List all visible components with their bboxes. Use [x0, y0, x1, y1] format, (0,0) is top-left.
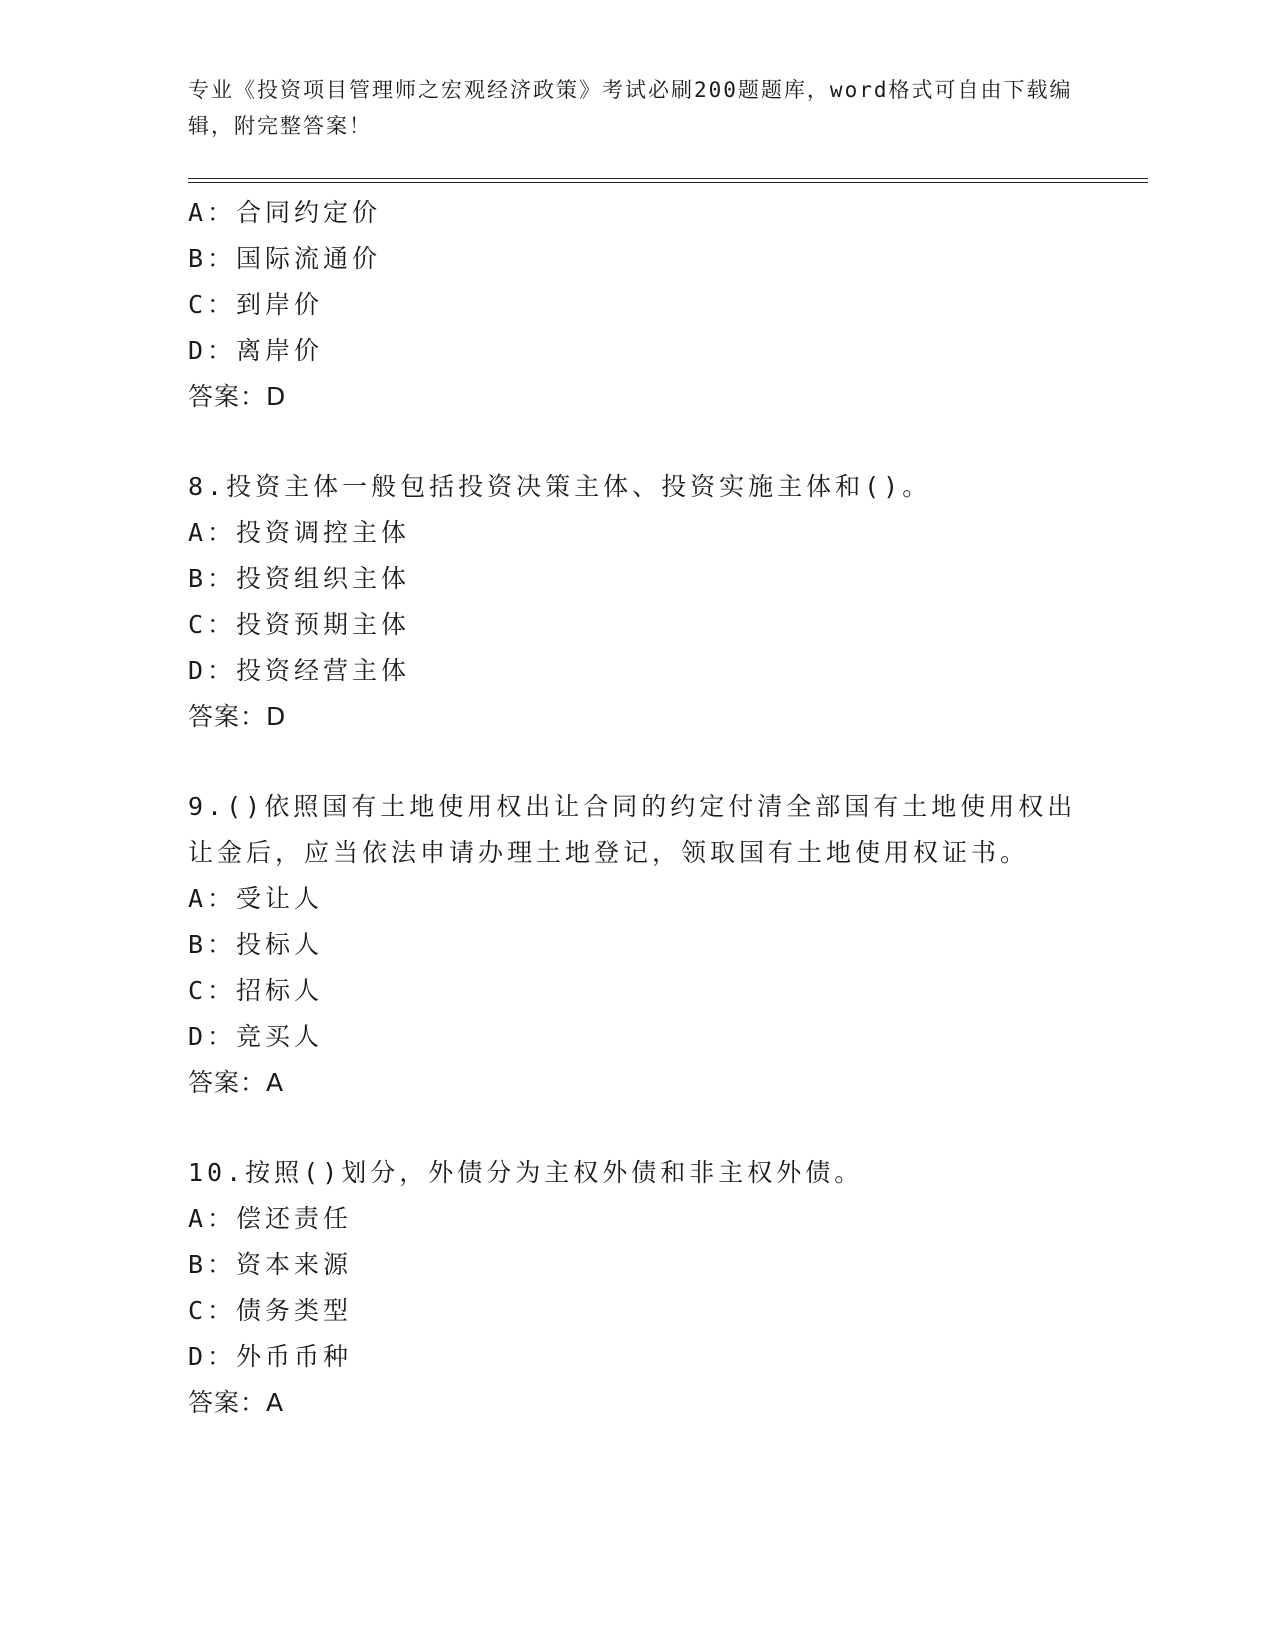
option-d: D：离岸价: [188, 336, 324, 365]
answer-text: 答案：A: [188, 1388, 285, 1417]
option-a: A：受让人: [188, 884, 324, 913]
option-d: D：外币币种: [188, 1342, 353, 1371]
question-text: 8.投资主体一般包括投资决策主体、投资实施主体和()。: [188, 472, 932, 501]
option-b: B：投标人: [188, 930, 324, 959]
document-title: 专业《投资项目管理师之宏观经济政策》考试必刷200题题库，word格式可自由下载编辑，附完整答案！: [188, 78, 1073, 138]
question-block: [188, 190, 1088, 420]
option-a: A：合同约定价: [188, 198, 382, 227]
question-list: [188, 190, 1088, 1426]
answer-text: 答案：D: [188, 382, 287, 411]
option-c: C：到岸价: [188, 290, 324, 319]
question-text: 10.按照()划分，外债分为主权外债和非主权外债。: [188, 1158, 864, 1187]
option-c: C：债务类型: [188, 1296, 353, 1325]
question-block: [188, 784, 1088, 1106]
header-rule-bottom: [188, 182, 1148, 183]
option-d: D：竞买人: [188, 1022, 324, 1051]
option-d: D：投资经营主体: [188, 656, 411, 685]
option-b: B：国际流通价: [188, 244, 382, 273]
option-a: A：偿还责任: [188, 1204, 353, 1233]
option-c: C：招标人: [188, 976, 324, 1005]
question-block: [188, 1150, 1088, 1426]
header-rule-top: [188, 178, 1148, 179]
answer-text: 答案：D: [188, 702, 287, 731]
question-block: [188, 464, 1088, 740]
option-b: B：投资组织主体: [188, 564, 411, 593]
option-a: A：投资调控主体: [188, 518, 411, 547]
option-c: C：投资预期主体: [188, 610, 411, 639]
question-text: 9.()依照国有土地使用权出让合同的约定付清全部国有土地使用权出让金后，应当依法申请办理土地登记，领取国有土地使用权证书。: [188, 792, 1077, 867]
answer-text: 答案：A: [188, 1068, 285, 1097]
document-header: [188, 72, 1088, 144]
option-b: B：资本来源: [188, 1250, 353, 1279]
